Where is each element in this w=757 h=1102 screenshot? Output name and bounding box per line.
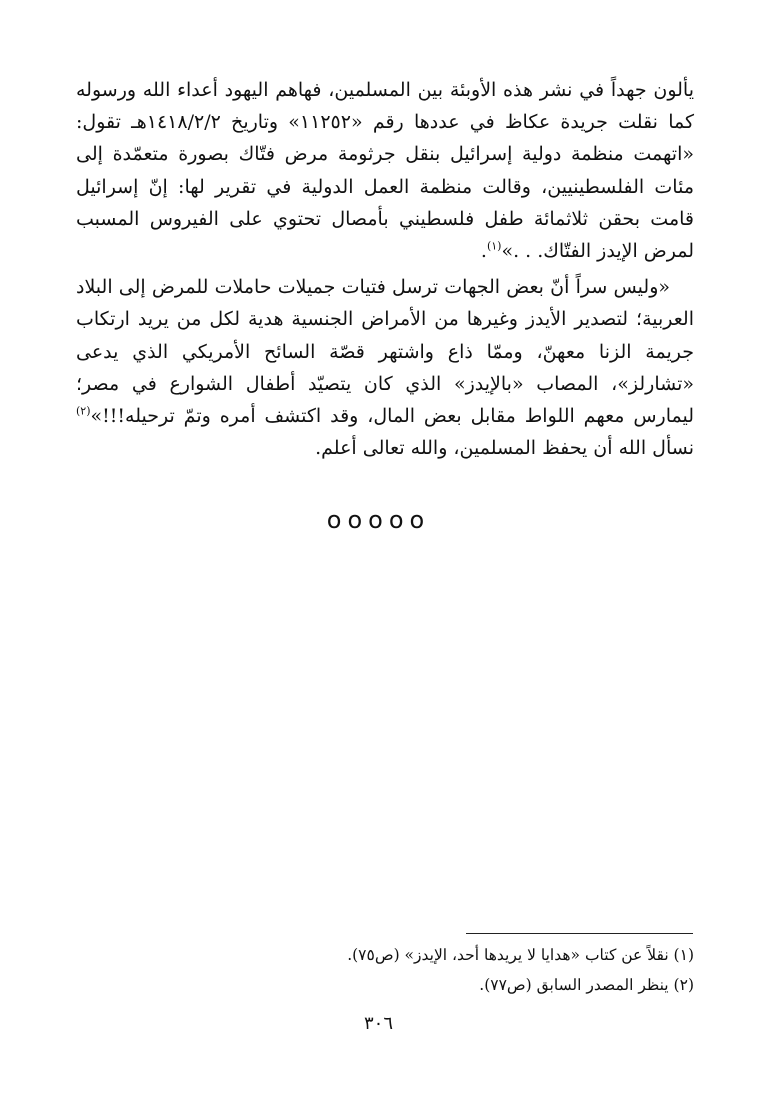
paragraph-2-end: نسأل الله أن يحفظ المسلمين، والله تعالى أعلم. — [315, 437, 694, 460]
section-divider: ooooo — [326, 506, 431, 534]
main-text — [76, 74, 694, 464]
page-number: ٣٠٦ — [363, 1013, 393, 1034]
paragraph-2 — [76, 271, 694, 464]
footnote-ref-2: (٢) — [76, 404, 91, 418]
paragraph-2-text: «وليس سراً أنّ بعض الجهات ترسل فتيات جميلات حاملات للمرض إلى البلاد العربية؛ لتصدير الأيدز وغيرها من الأمراض الجنسية هدية لكل من يريد ارتكاب جريمة الزنا معهنّ، وممّا ذاع واشتهر قصّة السائح الأمريكي الذي يدعى «تشارلز»، المصاب «بالإيدز» الذي كان يتصيّد أطفال الشوارع في مصر؛ ليمارس معهم اللواط مقابل بعض المال، وقد اكتشف أمره وتمّ ترحيله!!!» — [76, 276, 694, 428]
paragraph-1-text: يألون جهداً في نشر هذه الأوبئة بين المسلمين، فهاهم اليهود أعداء الله ورسوله كما نقلت جريدة عكاظ في عددها رقم «١١٢٥٢» وتاريخ ١٤١٨/٢/٢هـ تقول: «اتهمت منظمة دولية إسرائيل بنقل جرثومة مرض فتّاك بصورة متعمّدة إلى مئات الفلسطينيين، وقالت منظمة العمل الدولية في تقرير لها: إنّ إسرائيل قامت بحقن ثلاثمائة طفل فلسطيني بأمصال تحتوي على الفيروس المسبب لمرض الإيدز الفتّاك. . .» — [76, 79, 695, 263]
paragraph-1-end: . — [480, 240, 487, 263]
footnote-ref-1: (١) — [486, 239, 502, 253]
footnote-2: (٢) ينظر المصدر السابق (ص٧٧). — [479, 976, 694, 994]
footnote-1: (١) نقلاً عن كتاب «هدايا لا يريدها أحد، الإيدز» (ص٧٥). — [347, 946, 694, 964]
footnotes — [76, 940, 694, 1000]
footnote-separator — [466, 933, 693, 934]
paragraph-1 — [76, 74, 694, 267]
